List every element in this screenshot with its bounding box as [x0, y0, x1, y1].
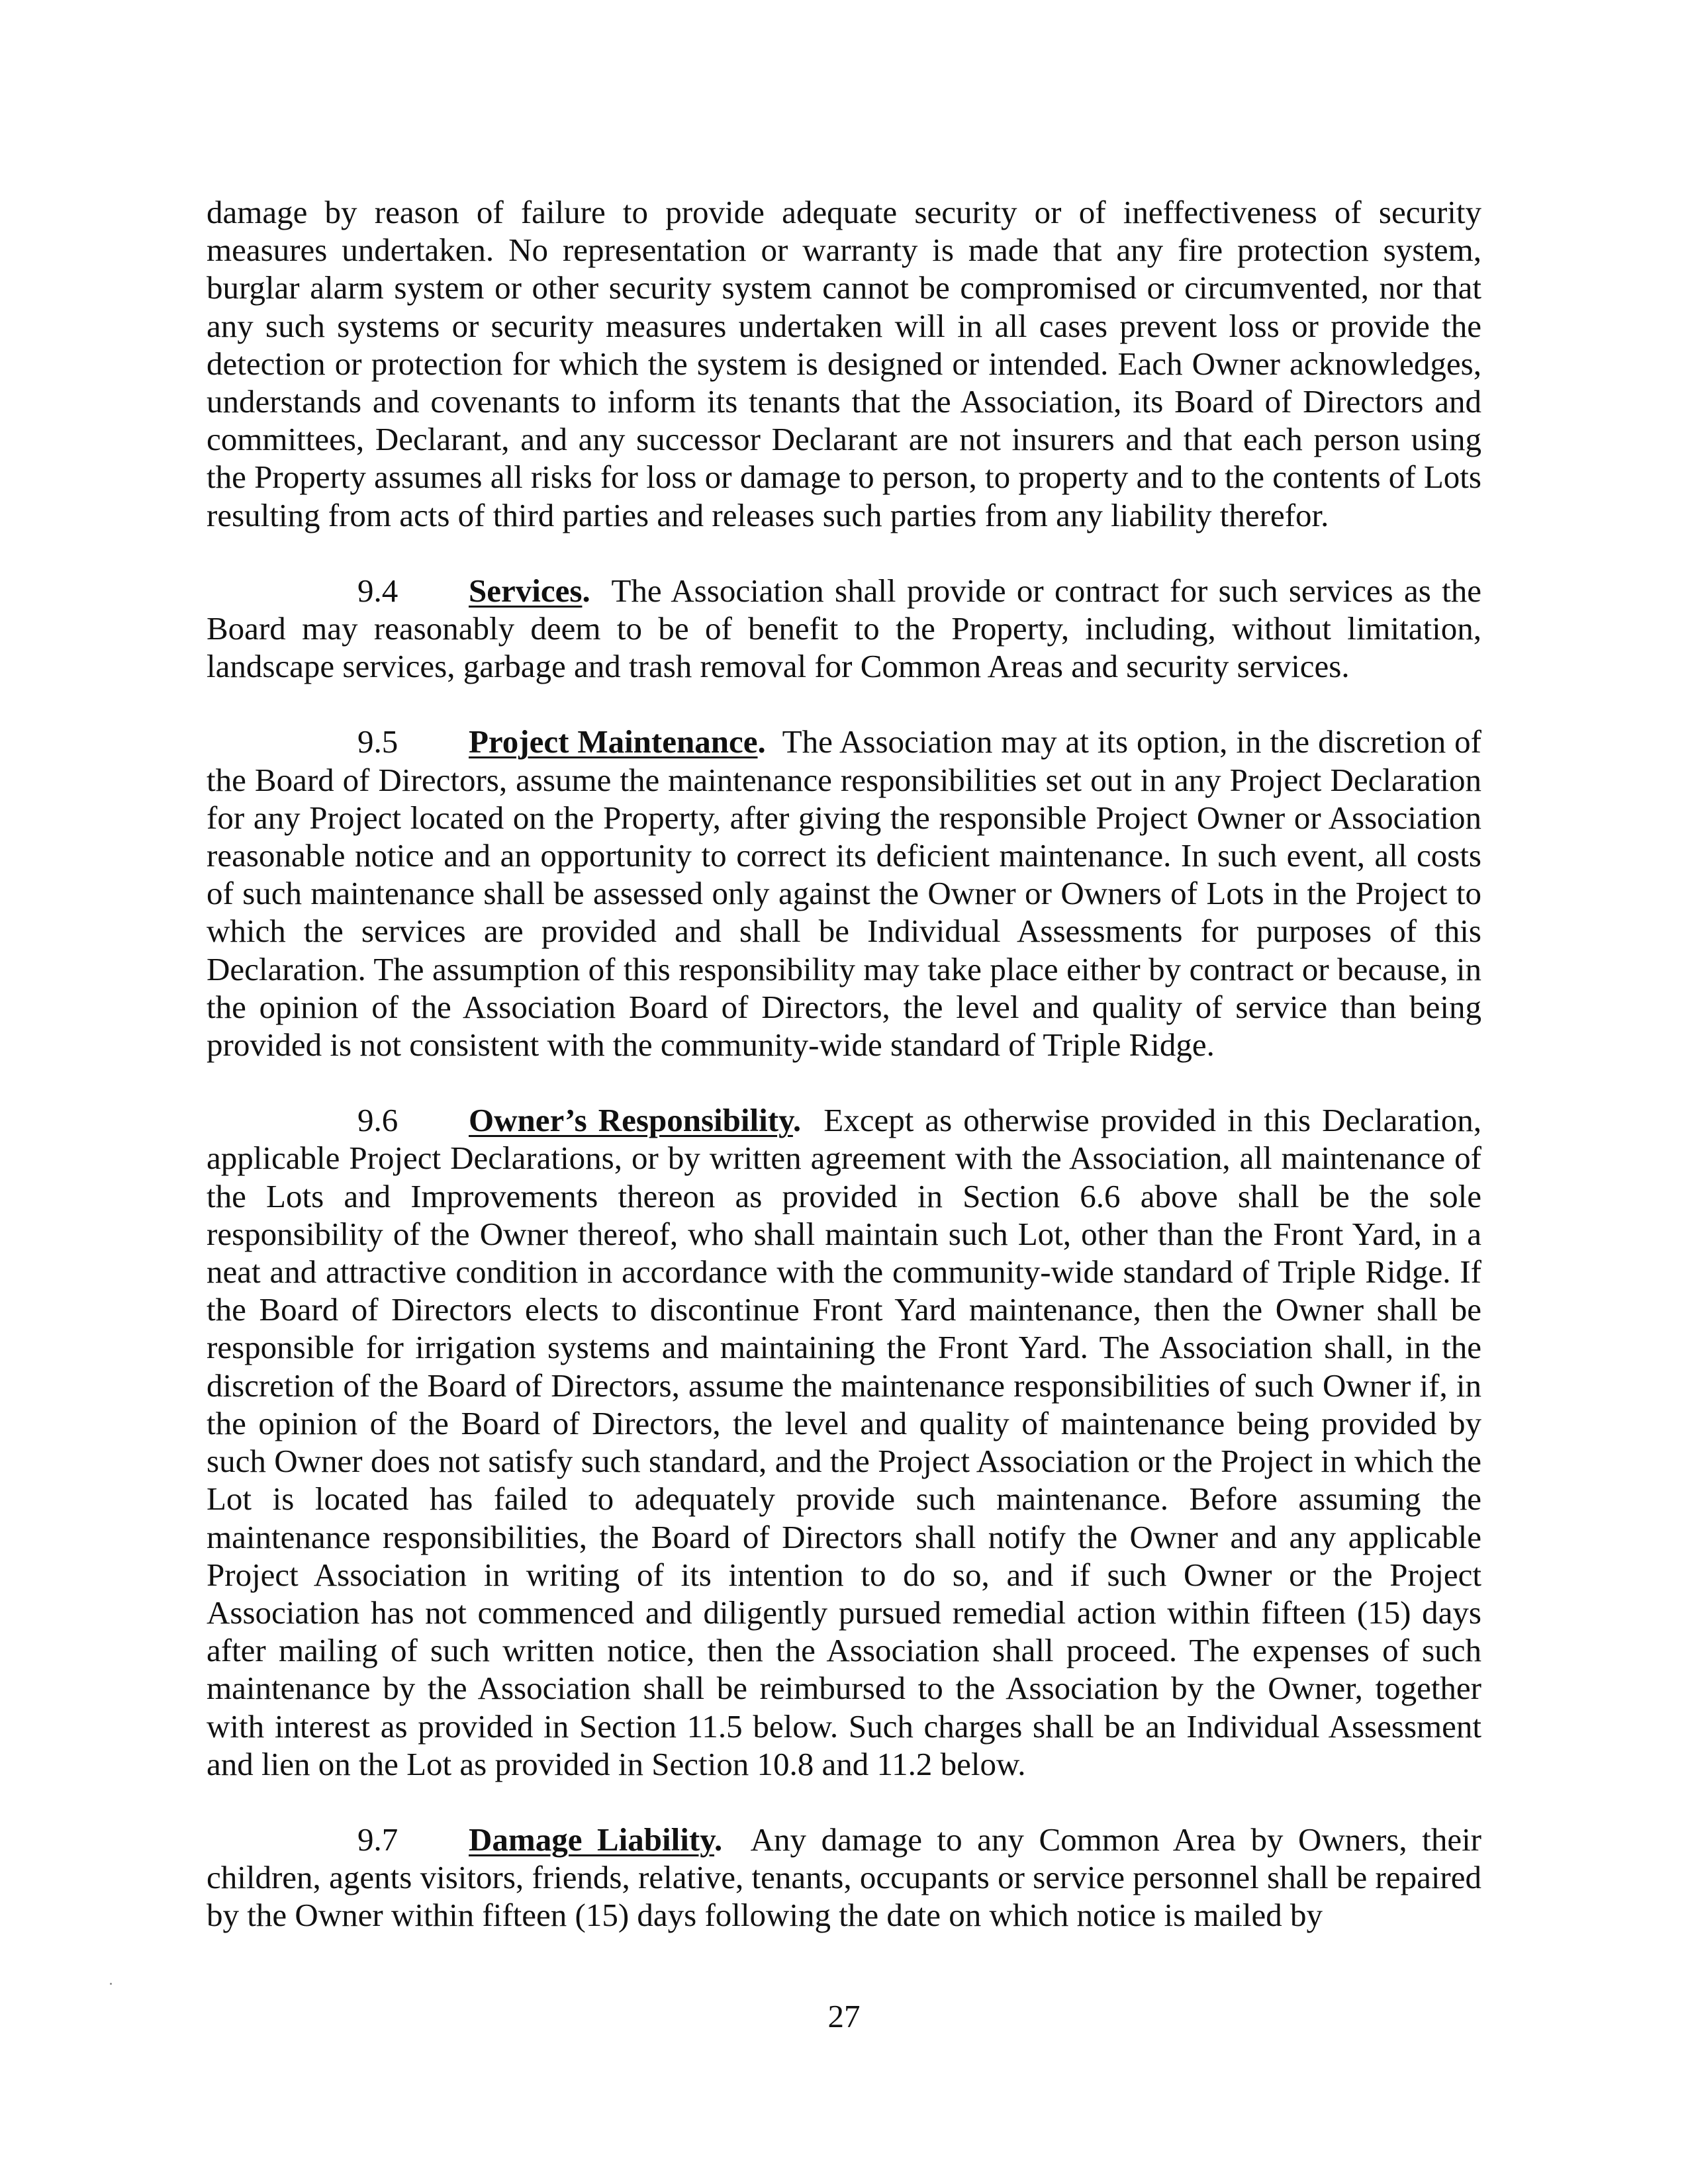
section-number: 9.6 — [357, 1102, 399, 1139]
page-number: 27 — [827, 1998, 861, 2034]
section-9-6-owners-responsibility: 9.6 Owner’s Responsibility. Except as otherwise provided in this Declaration, applicable Project Declarations, or by written agreement with the Association, all maintenance of the Lots and Improvements thereon as provided in Section 6.6 above shall be the sole responsibility of the Owner thereof, who shall maintain such Lot, other than the Front Yard, in a neat and attractive condition in accordance with the community-wide standard of Triple Ridge. If the Board of Directors elects to discontinue Front Yard maintenance, then the Owner shall be responsible for irrigation systems and maintaining the Front Yard. The Association shall, in the discretion of the Board of Directors, assume the maintenance responsibilities of such Owner if, in the opinion of the Board of Directors, the level and quality of maintenance being provided by such Owner does not satisfy such standard, and the Project Association or the Project in which the Lot is located has failed to adequately provide such maintenance. Before assuming the maintenance responsibilities, the Board of Directors shall notify the Owner and any applicable Project Association in writing of its intention to do so, and if such Owner or the Project Association has not commenced and diligently pursued remedial action within fifteen (15) days after mailing of such written notice, then the Association shall proceed. The expenses of such maintenance by the Association shall be reimbursed to the Association by the Owner, together with interest as provided in Section 11.5 below. Such charges shall be an Individual Assessment and lien on the Lot as provided in Section 10.8 and 11.2 below. — [207, 1102, 1481, 1782]
paragraph-security-continuation — [207, 193, 1481, 534]
section-9-7-damage-liability: 9.7 Damage Liability. Any damage to any Common Area by Owners, their children, agents visitors, friends, relative, tenants, occupants or service personnel shall be repaired by the Owner within fifteen (15) days following the date on which notice is mailed by — [207, 1821, 1481, 1934]
section-heading: Project Maintenance — [469, 723, 758, 760]
section-text: Any damage to any Common Area by Owners, their children, agents visitors, friends, relative, tenants, occupants or service personnel shall be repaired by the Owner within fifteen (15) days following the date on which notice is mailed by — [207, 1821, 1481, 1934]
section-heading: Services — [469, 572, 583, 609]
page-body — [207, 193, 1481, 1972]
section-number: 9.5 — [357, 723, 399, 760]
section-number: 9.4 — [357, 572, 399, 609]
section-text: The Association shall provide or contract for such services as the Board may reasonably deem to be of benefit to the Property, including, without limitation, landscape services, garbage and trash removal for Common Areas and security services. — [207, 572, 1481, 685]
section-text: The Association may at its option, in the discretion of the Board of Directors, assume the maintenance responsibilities set out in any Project Declaration for any Project located on the Property, after giving the responsible Project Owner or Association reasonable notice and an opportunity to correct its deficient maintenance. In such event, all costs of such maintenance shall be assessed only against the Owner or Owners of Lots in the Project to which the services are provided and shall be Individual Assessments for purposes of this Declaration. The assumption of this responsibility may take place either by contract or because, in the opinion of the Association Board of Directors, the level and quality of service than being provided is not consistent with the community-wide standard of Triple Ridge. — [207, 723, 1482, 1064]
section-heading: Damage Liability — [469, 1821, 715, 1858]
section-number: 9.7 — [357, 1821, 399, 1858]
scan-speck — [110, 1983, 112, 1985]
paragraph-text: damage by reason of failure to provide adequate security or of ineffectiveness of security measures undertaken. No representation or warranty is made that any fire protection system, burglar alarm system or other security system cannot be compromised or circumvented, nor that any such systems or security measures undertaken will in all cases prevent loss or provide the detection or protection for which the system is designed or intended. Each Owner acknowledges, understands and covenants to inform its tenants that the Association, its Board of Directors and committees, Declarant, and any successor Declarant are not insurers and that each person using the Property assumes all risks for loss or damage to person, to property and to the contents of Lots resulting from acts of third parties and releases such parties from any liability therefor. — [207, 194, 1481, 533]
section-text: Except as otherwise provided in this Declaration, applicable Project Declarations, or by written agreement with the Association, all maintenance of the Lots and Improvements thereon as provided in Section 6.6 above shall be the sole responsibility of the Owner thereof, who shall maintain such Lot, other than the Front Yard, in a neat and attractive condition in accordance with the community-wide standard of Triple Ridge. If the Board of Directors elects to discontinue Front Yard maintenance, then the Owner shall be responsible for irrigation systems and maintaining the Front Yard. The Association shall, in the discretion of the Board of Directors, assume the maintenance responsibilities of such Owner if, in the opinion of the Board of Directors, the level and quality of maintenance being provided by such Owner does not satisfy such standard, and the Project Association or the Project in which the Lot is located has failed to adequately provide such maintenance. Before assuming the maintenance responsibilities, the Board of Directors shall notify the Owner and any applicable Project Association in writing of its intention to do so, and if such Owner or the Project Association has not commenced and diligently pursued remedial action within fifteen (15) days after mailing of such written notice, then the Association shall proceed. The expenses of such maintenance by the Association shall be reimbursed to the Association by the Owner, together with interest as provided in Section 11.5 below. Such charges shall be an Individual Assessment and lien on the Lot as provided in Section 10.8 and 11.2 below. — [207, 1102, 1481, 1782]
section-heading: Owner’s Responsibility — [469, 1102, 793, 1139]
section-9-5-project-maintenance: 9.5 Project Maintenance. The Association may at its option, in the discretion of the Board of Directors, assume the maintenance responsibilities set out in any Project Declaration for any Project located on the Property, after giving the responsible Project Owner or Association reasonable notice and an opportunity to correct its deficient maintenance. In such event, all costs of such maintenance shall be assessed only against the Owner or Owners of Lots in the Project to which the services are provided and shall be Individual Assessments for purposes of this Declaration. The assumption of this responsibility may take place either by contract or because, in the opinion of the Association Board of Directors, the level and quality of service than being provided is not consistent with the community-wide standard of Triple Ridge. — [207, 723, 1482, 1064]
section-9-4-services: 9.4 Services. The Association shall provide or contract for such services as the Board may reasonably deem to be of benefit to the Property, including, without limitation, landscape services, garbage and trash removal for Common Areas and security services. — [207, 572, 1481, 685]
